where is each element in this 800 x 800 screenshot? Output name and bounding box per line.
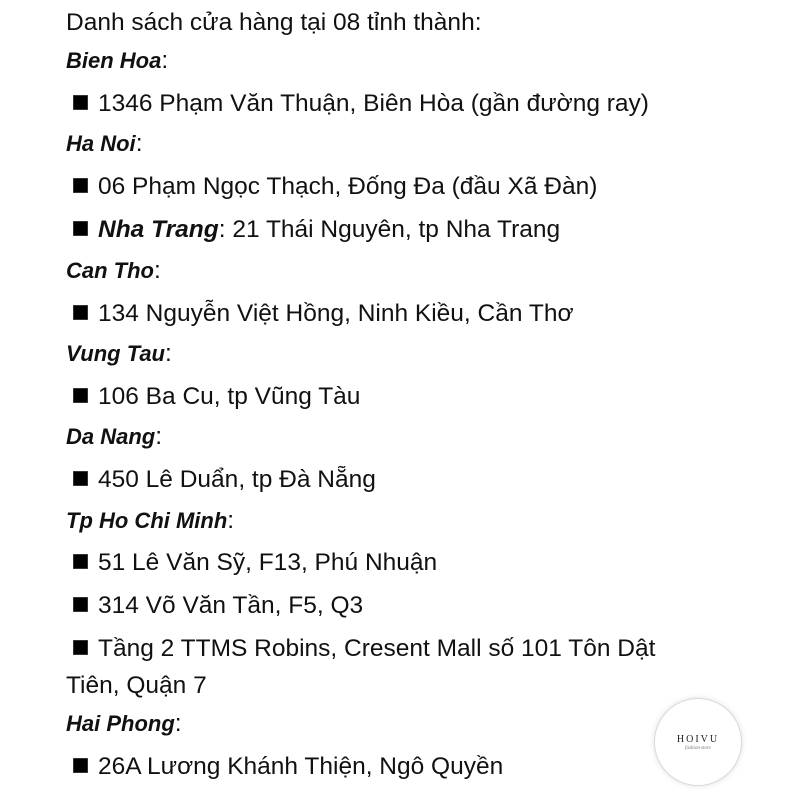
- city-label: Ha Noi:: [66, 130, 143, 157]
- city-name: Tp Ho Chi Minh: [66, 508, 228, 533]
- list-item-continuation: Tiên, Quận 7: [66, 672, 207, 699]
- watermark-logo: [654, 698, 742, 786]
- list-item: 26A Lương Khánh Thiện, Ngô Quyền: [73, 752, 503, 782]
- city-name: Can Tho: [66, 258, 154, 283]
- black-square-icon: [73, 471, 88, 486]
- black-square-icon: [73, 178, 88, 193]
- city-label: Hai Phong:: [66, 710, 182, 737]
- city-label: Bien Hoa:: [66, 47, 169, 74]
- heading: Danh sách cửa hàng tại 08 tỉnh thành:: [66, 9, 482, 36]
- list-item: 314 Võ Văn Tần, F5, Q3: [73, 591, 363, 621]
- list-item: 106 Ba Cu, tp Vũng Tàu: [73, 382, 360, 412]
- black-square-icon: [73, 388, 88, 403]
- black-square-icon: [73, 305, 88, 320]
- black-square-icon: [73, 221, 88, 236]
- black-square-icon: [73, 95, 88, 110]
- list-item: 51 Lê Văn Sỹ, F13, Phú Nhuận: [73, 548, 437, 578]
- city-name: Da Nang: [66, 424, 156, 449]
- black-square-icon: [73, 554, 88, 569]
- city-name: Ha Noi: [66, 131, 136, 156]
- city-label: Vung Tau:: [66, 340, 172, 367]
- black-square-icon: [73, 640, 88, 655]
- list-item: 06 Phạm Ngọc Thạch, Đống Đa (đầu Xã Đàn): [73, 172, 597, 202]
- list-item: 134 Nguyễn Việt Hồng, Ninh Kiều, Cần Thơ: [73, 299, 574, 329]
- city-label: Tp Ho Chi Minh:: [66, 507, 235, 534]
- city-name: Bien Hoa: [66, 48, 162, 73]
- city-name: Hai Phong: [66, 711, 175, 736]
- watermark-sub: fashion·store: [685, 745, 711, 751]
- list-item: Nha Trang: 21 Thái Nguyên, tp Nha Trang: [73, 215, 560, 245]
- list-item: Tầng 2 TTMS Robins, Cresent Mall số 101 Tôn Dật: [73, 634, 655, 664]
- list-item: 450 Lê Duẩn, tp Đà Nẵng: [73, 465, 376, 495]
- watermark-name: HOIVU: [676, 733, 720, 745]
- city-label: Da Nang:: [66, 423, 163, 450]
- list-item: 1346 Phạm Văn Thuận, Biên Hòa (gần đường ray): [73, 89, 649, 119]
- black-square-icon: [73, 758, 88, 773]
- city-label: Can Tho:: [66, 257, 161, 284]
- city-name: Vung Tau: [66, 341, 165, 366]
- city-name: Nha Trang: [98, 216, 219, 243]
- black-square-icon: [73, 597, 88, 612]
